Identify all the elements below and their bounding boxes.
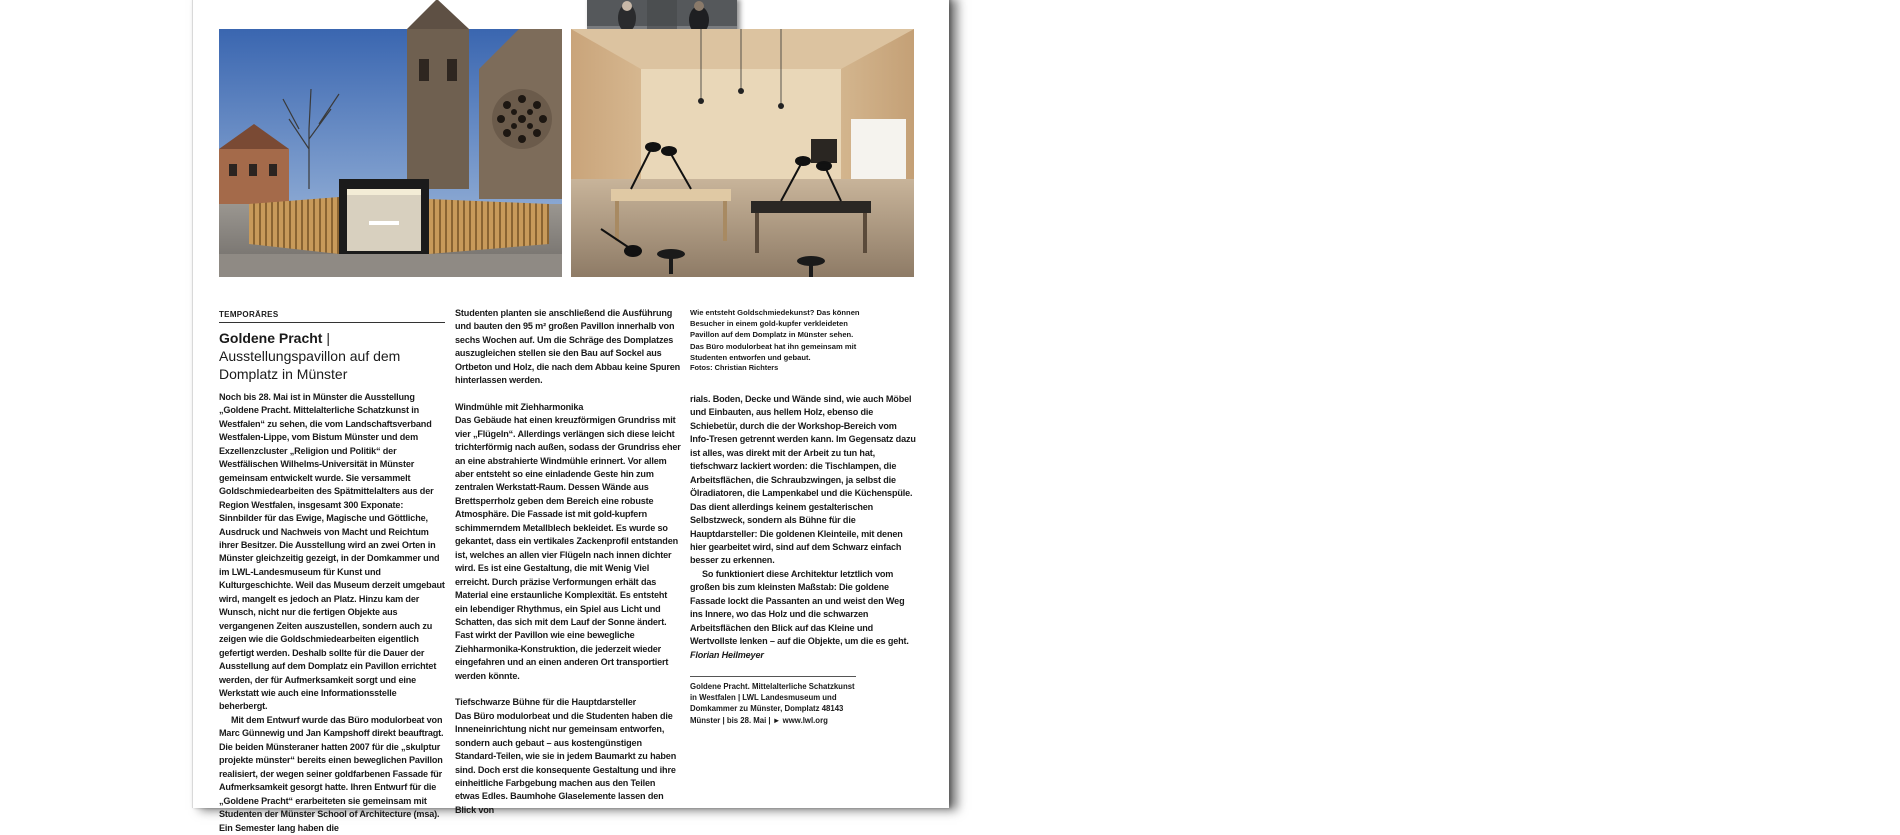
article-headline — [219, 329, 445, 383]
headline-bold: Goldene Pracht — [219, 330, 323, 346]
pavilion-exterior-photo — [219, 29, 562, 277]
info-box: Goldene Pracht. Mittelalterliche Schatzkunst in Westfalen | LWL Landesmuseum und Domkammer zu Münster, Domplatz 48143 Münster | bis 28. Mai | ► www.lwl.org — [690, 676, 856, 726]
article-column-1 — [219, 310, 445, 835]
article-kicker: TEMPORÄRES — [219, 310, 445, 323]
headline-rest: | Ausstellungspavillon auf dem Domplatz in Münster — [219, 330, 401, 382]
col3-body — [690, 393, 916, 662]
article-column-2 — [455, 307, 681, 817]
pavilion-exterior-photo-icon — [219, 29, 562, 277]
article-column-3 — [690, 307, 916, 726]
col1-paragraph-1: Noch bis 28. Mai ist in Münster die Ausstellung „Goldene Pracht. Mittelalterliche Schatzkunst in Westfalen“ zu sehen, die vom Landschaftsverband Westfalen-Lippe, vom Bistum Münster und dem Exzellenzcluster „Religion und Politik“ der Westfälischen Wilhelms-Universität in Münster gemeinsam entwickelt wurde. Sie versammelt Goldschmiedearbeiten des Spätmittelalters aus der Region Westfalen, insgesamt 300 Exponate: Sinnbilder für das Ewige, Magische und Göttliche, Ausdruck und Nachweis von Macht und Reichtum ihrer Besitzer. Die Ausstellung wird an zwei Orten in Münster gleichzeitig gezeigt, in der Domkammer und im LWL-Landesmuseum für Kunst und Kulturgeschichte. Weil das Museum derzeit umgebaut wird, mangelt es jedoch an Platz. Hinzu kam der Wunsch, nicht nur die fertigen Objekte aus vergangenen Zeiten auszustellen, sondern auch zu zeigen wie die Goldschmiedearbeiten eigentlich gefertigt werden. Deshalb sollte für die Dauer der Ausstellung auf dem Domplatz ein Pavillon errichtet werden, der für Aufmerksamkeit sorgt und eine Werkstatt wie auch eine Informationsstelle beherbergt. — [219, 392, 445, 712]
col2-paragraph-1: Studenten planten sie anschließend die Ausführung und bauten den 95 m² großen Pavillon innerhalb von sechs Wochen auf. Um die Schräge des Domplatzes auszugleichen stellen sie den Bau auf Sockel aus Ortbeton und Holz, die nach dem Abbau keine Spuren hinterlassen werden. — [455, 308, 681, 386]
photo-caption: Wie entsteht Goldschmiedekunst? Das können Besucher in einem gold-kupfer verkleideten Pavillon auf dem Domplatz in Münster sehen. Das Büro modulorbeat hat ihn gemeinsam mit Studenten entworfen und gebaut. — [690, 308, 860, 362]
col3-paragraph-2: So funktioniert diese Architektur letztlich vom großen bis zum kleinsten Maßstab: Die goldene Fassade lockt die Passanten an und weist den Weg ins Innere, wo das Holz und die schwarzen Arbeitsflächen den Blick auf das Kleine und Wertvollste lenken – auf die Objekte, um die es geht. — [690, 568, 909, 647]
workshop-interior-photo-icon — [571, 29, 914, 277]
col3-paragraph-1: rials. Boden, Decke und Wände sind, wie auch Möbel und Einbauten, aus hellem Holz, ebenso die Schiebetür, durch die der Workshop-Bereich vom Info-Tresen getrennt werden kann. Im Gegensatz dazu ist alles, was direkt mit der Arbeit zu tun hat, tiefschwarz lackiert worden: die Tischlampen, die Arbeitsflächen, die Schraubzwingen, ja selbst die Ölradiatoren, die Lampenkabel und die Küchenspüle. Das dient allerdings keinem gestalterischen Selbstzweck, sondern als Bühne für die Hauptdarsteller: Die goldenen Kleinteile, mit denen hier gearbeitet wird, sind auf dem Schwarz einfach besser zu erkennen. — [690, 394, 916, 566]
photo-credit: Fotos: Christian Richters — [690, 363, 779, 373]
col1-paragraph-2: Mit dem Entwurf wurde das Büro modulorbeat von Marc Günnewig und Jan Kampshoff direkt beauftragt. Die beiden Münsteraner hatten 2007 für die „skulptur projekte münster“ bereits einen beweglichen Pavillon realisiert, der wegen seiner goldfarbenen Fassade für Aufmerksamkeit gesorgt hatte. Ihren Entwurf für die „Goldene Pracht“ erarbeiteten sie gemeinsam mit Studenten der Münster School of Architecture (msa). Ein Semester lang haben die — [219, 714, 444, 833]
col2-subhead-2: Tiefschwarze Bühne für die Hauptdarsteller — [455, 697, 637, 708]
workshop-interior-photo — [571, 29, 914, 277]
col2-paragraph-2: Das Gebäude hat einen kreuzförmigen Grundriss mit vier „Flügeln“. Allerdings verlängen sich diese leicht trichterförmig nach außen, sodass der Grundriss eher an eine abstrahierte Windmühle erinnert. Vor allem aber entsteht so eine einladende Geste hin zum zentralen Werkstatt-Raum. Dessen Wände aus Brettsperrholz geben dem Bereich eine robuste Atmosphäre. Die Fassade ist mit gold-kupfern schimmerndem Metallblech bekleidet. Es wurde so gekantet, dass ein vertikales Zackenprofil entstanden ist, welches an allen vier Flügeln nach innen dichter wird. Es ist eine Gestaltung, die mit Wenig Viel erreicht. Durch präzise Verformungen erhält das Material eine erstaunliche Komplexität. Es entsteht ein lebendiger Rhythmus, ein Spiel aus Licht und Schatten, das sich mit dem Lauf der Sonne ändert. Fast wirkt der Pavillon wie eine bewegliche Ziehharmonika-Konstruktion, die jederzeit wieder eingefahren und an einen anderen Ort transportiert werden könnte. — [455, 415, 681, 681]
article-author: Florian Heilmeyer — [690, 649, 764, 660]
col2-body — [455, 307, 681, 817]
col1-body — [219, 391, 445, 835]
col2-paragraph-3: Das Büro modulorbeat und die Studenten haben die Inneneinrichtung nicht nur gemeinsam entworfen, sondern auch gebaut – aus kostengünstigen Standard-Teilen, wie sie in jedem Baumarkt zu haben sind. Doch erst die konsequente Gestaltung und ihre einheitliche Farbgebung machen aus den Teilen etwas Edles. Baumhohe Glaselemente lassen den Blick von — [455, 710, 677, 815]
col2-subhead-1: Windmühle mit Ziehharmonika — [455, 401, 584, 412]
magazine-page — [192, 0, 949, 833]
